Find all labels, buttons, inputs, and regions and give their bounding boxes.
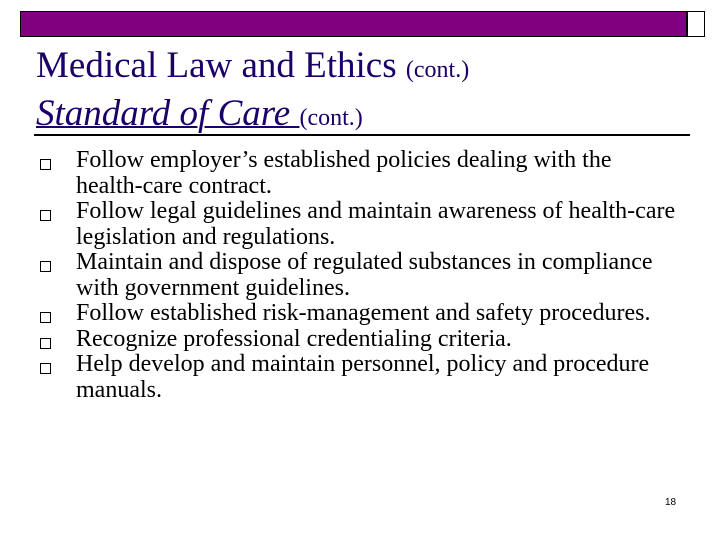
square-bullet-icon: [40, 261, 51, 272]
title-main: Medical Law and Ethics: [36, 45, 406, 86]
bullet-text: Follow legal guidelines and maintain awareness of health-care legislation and regulations.: [76, 198, 676, 250]
square-bullet-icon: [40, 159, 51, 170]
square-bullet-icon: [40, 312, 51, 323]
decorative-top-bar: [20, 11, 687, 37]
subtitle-cont: (cont.): [299, 105, 363, 131]
slide-title: [36, 44, 469, 140]
square-bullet-icon: [40, 338, 51, 349]
list-item: [40, 199, 680, 250]
bullet-text: Follow established risk-management and safety procedures.: [76, 300, 651, 326]
square-bullet-icon: [40, 363, 51, 374]
list-item: [40, 301, 680, 327]
bullet-text: Help develop and maintain personnel, policy and procedure manuals.: [76, 351, 650, 403]
subtitle: Standard of Care: [36, 93, 300, 134]
list-item: [40, 327, 680, 353]
page-number: 18: [665, 497, 677, 508]
bullet-list: [40, 148, 680, 403]
decorative-corner-box: [687, 11, 705, 37]
bullet-text: Follow employer’s established policies dealing with the health-care contract.: [76, 147, 612, 199]
list-item: [40, 250, 680, 301]
list-item: [40, 352, 680, 403]
square-bullet-icon: [40, 210, 51, 221]
bullet-text: Maintain and dispose of regulated substances in compliance with government guidelines.: [76, 249, 653, 301]
list-item: [40, 148, 680, 199]
title-cont: (cont.): [405, 57, 470, 83]
bullet-text: Recognize professional credentialing criteria.: [76, 325, 512, 352]
title-divider: [34, 134, 690, 136]
